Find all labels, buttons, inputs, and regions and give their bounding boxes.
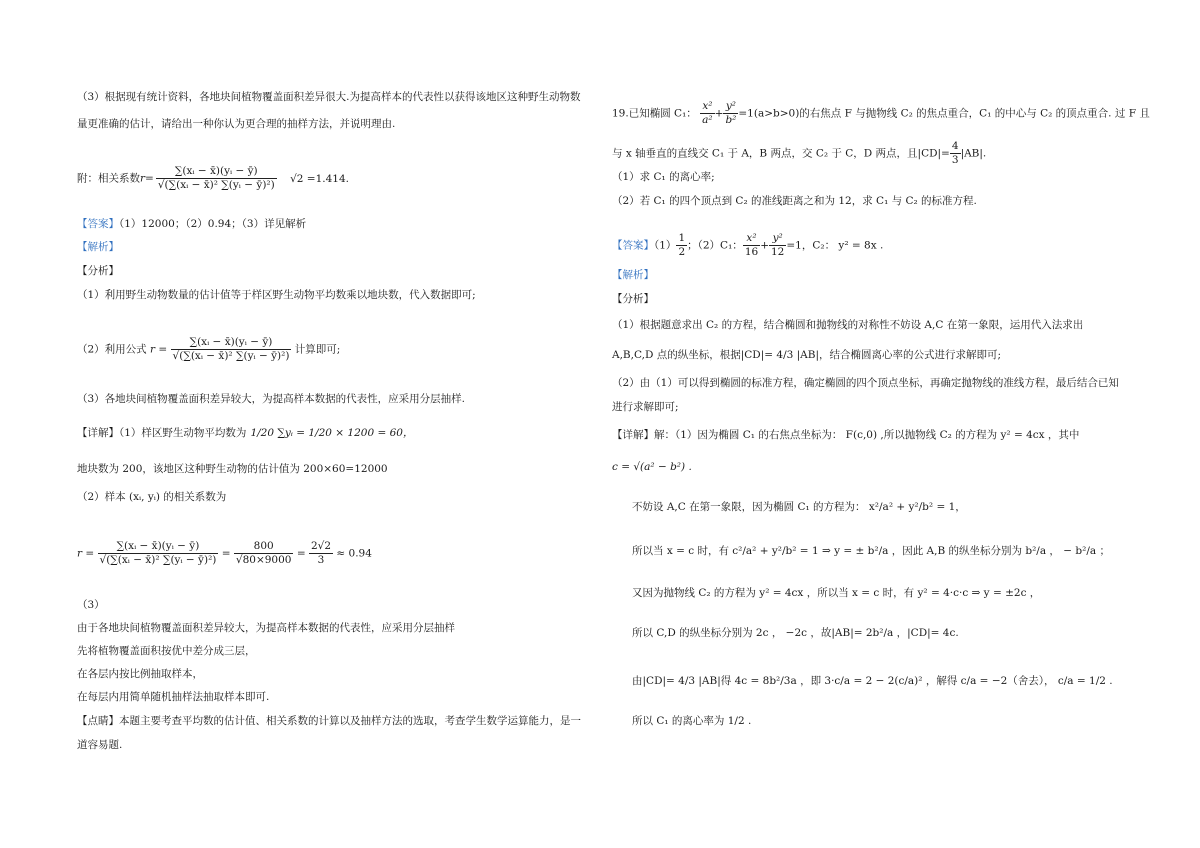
detail-tag: 【详解】	[77, 427, 119, 439]
answer-tag: 【答案】	[77, 218, 119, 230]
sqrt2-note: √2 =1.414.	[290, 172, 349, 185]
q19-detail-1	[612, 428, 1079, 442]
r-calculation: r = $\frac{\text{∑(xᵢ − x̄)(yᵢ − ȳ)}}{\text{√(∑(xᵢ − x̄)² ∑(yᵢ − ȳ)²)}}$ = $\frac{800}{√80\times 9000}$ = $\frac{2√2}{3}$ ≈ 0.94	[77, 540, 372, 566]
q19-answer-c2: =1，C₂： y² = 8x .	[786, 239, 884, 252]
correlation-denominator: √(∑(xᵢ − x̄)² ∑(yᵢ − ȳ)²)	[157, 179, 275, 191]
fenxi-2-formula	[171, 336, 292, 363]
r-approx: ≈ 0.94	[336, 547, 372, 560]
part-3-line-3: 在各层内按比例抽取样本，	[77, 668, 203, 680]
r-value-numerator: 800	[234, 540, 294, 554]
q19-line-2	[612, 140, 986, 167]
dianjing-text-1: 本题主要考查平均数的估计值、相关系数的计算以及抽样方法的选取，考查学生数学运算能力，是一	[119, 715, 581, 727]
fenxi-2-numerator: ∑(xᵢ − x̄)(yᵢ − ȳ)	[171, 336, 292, 350]
detail-2: 地块数为 200，该地区这种野生动物的估计值为 200×60=12000	[77, 463, 388, 475]
fenxi-2-denominator: √(∑(xᵢ − x̄)² ∑(yᵢ − ȳ)²)	[172, 350, 290, 362]
q19-answer: 【答案】（1） $\frac{1}{2}$ ；（2）C₁： $\frac{\text{x²}}{16}$ + $\frac{\text{y²}}{12}$ =1，C₂： y² = 8x .	[612, 232, 884, 258]
q19-fenxi-tag: 【分析】	[612, 293, 654, 305]
part-3-line-1: 由于各地块间植物覆盖面积差异较大，为提高样本数据的代表性，应采用分层抽样	[77, 622, 455, 634]
dianjing-tag: 【点睛】	[77, 715, 119, 727]
correlation-formula	[156, 165, 277, 192]
q19-line-2-end: |AB|.	[960, 147, 987, 160]
q19-detail-4: 所以当 x = c 时，有 c²/a² + y²/b² = 1 ⇒ y = ± b²/a ，因此 A,B 的纵坐标分别为 b²/a ， − b²/a ；	[632, 545, 1110, 557]
q19-answer-x2: x²	[743, 232, 760, 246]
q19-detail-1-text: 解：（1）因为椭圆 C₁ 的右焦点坐标为： F(c,0) ,所以抛物线 C₂ 的方程为 y² = 4cx ，其中	[654, 429, 1080, 441]
q19-frac-num: 4	[951, 140, 959, 152]
detail-1	[77, 426, 413, 440]
r-simplified-denominator: 3	[317, 554, 325, 566]
q19-answer-y2: y²	[769, 232, 786, 246]
q19-frac-den: 3	[951, 154, 959, 166]
q19-line-2-text: 与 x 轴垂直的直线交 C₁ 于 A，B 两点，交 C₂ 于 C，D 两点，且|CD|=	[612, 147, 950, 160]
q19-answer-12: 12	[771, 246, 785, 258]
q3-line-2: 量更准确的估计，请给出一种你认为更合理的抽样方法，并说明理由.	[77, 118, 396, 130]
r-value-fraction	[234, 540, 294, 567]
q19-detail-6: 所以 C,D 的纵坐标分别为 2c ， −2c ，故|AB|= 2b²/a ，|CD|= 4c.	[632, 627, 959, 639]
detail-3: （2）样本 (xᵢ, yᵢ) 的相关系数为	[77, 491, 227, 503]
q19-answer-half-den: 2	[678, 246, 686, 258]
correlation-numerator: ∑(xᵢ − x̄)(yᵢ − ȳ)	[156, 165, 277, 179]
q19-fenxi-3: （2）由（1）可以得到椭圆的标准方程，确定椭圆的四个顶点坐标，再确定抛物线的准线方程，最后结合已知	[612, 377, 1119, 389]
fenxi-tag: 【分析】	[77, 265, 119, 277]
r-simplified	[309, 540, 333, 567]
r-formula	[98, 540, 219, 567]
attachment-prefix: 附：相关系数	[77, 172, 140, 185]
q19-line-1: 19.已知椭圆 C₁： $\frac{\text{x²}}{\text{a²}}$ + $\frac{\text{y²}}{\text{b²}}$ =1(a>b>0)的右焦点 F 与抛物线 C₂ 的焦点重合，C₁ 的中心与 C₂ 的顶点重合. 过 F 且	[612, 100, 1150, 126]
q19-condition: =1(a>b>0)的右焦点 F 与抛物线 C₂ 的焦点重合，C₁ 的中心与 C₂ 的顶点重合. 过 F 且	[738, 107, 1150, 120]
fenxi-3: （3）各地块间植物覆盖面积差异较大，为提高样本数据的代表性，应采用分层抽样.	[77, 393, 466, 405]
q19-detail-tag: 【详解】	[612, 429, 654, 441]
r-formula-numerator: ∑(xᵢ − x̄)(yᵢ − ȳ)	[98, 540, 219, 554]
fenxi-2: （2）利用公式 r = $\frac{\text{∑(xᵢ − x̄)(yᵢ − ȳ)}}{\text{√(∑(xᵢ − x̄)² ∑(yᵢ − ȳ)²)}}$ 计算即可;	[77, 336, 341, 362]
fenxi-2-suffix: 计算即可;	[294, 343, 341, 356]
dianjing-line-2: 道容易题.	[77, 739, 123, 751]
q19-part-2: （2）若 C₁ 的四个顶点到 C₂ 的准线距离之和为 12，求 C₁ 与 C₂ 的标准方程.	[612, 195, 977, 207]
attachment-r: r=	[140, 172, 154, 185]
part-3-line-2: 先将植物覆盖面积按优中差分成三层，	[77, 645, 256, 657]
q19-intro: 19.已知椭圆	[612, 107, 671, 120]
detail-1-text: （1）样区野生动物平均数为	[119, 427, 247, 439]
q19-fenxi-4: 进行求解即可;	[612, 401, 679, 413]
fenxi-1: （1）利用野生动物数量的估计值等于样区野生动物平均数乘以地块数，代入数据即可;	[77, 289, 476, 301]
r-value-denominator: √80×9000	[235, 554, 292, 566]
q19-part-1: （1）求 C₁ 的离心率;	[612, 171, 715, 183]
attachment-line	[77, 165, 349, 192]
jiexi-tag: 【解析】	[77, 241, 119, 253]
r-formula-denominator: √(∑(xᵢ − x̄)² ∑(yᵢ − ȳ)²)	[99, 554, 217, 566]
q19-detail-3: 不妨设 A,C 在第一象限，因为椭圆 C₁ 的方程为： x²/a² + y²/b² = 1，	[632, 501, 966, 513]
q19-detail-7: 由|CD|= 4/3 |AB|得 4c = 8b²/3a ，即 3·c/a = 2 − 2(c/a)² ，解得 c/a = −2（舍去）， c/a = 1/2 .	[632, 675, 1113, 687]
detail-1-expr: 1/20 ∑yᵢ = 1/20 × 1200 = 60，	[250, 427, 414, 439]
q19-answer-part2-label: ；（2）C₁：	[687, 239, 743, 252]
dianjing-line-1	[77, 714, 581, 728]
q19-fenxi-1: （1）根据题意求出 C₂ 的方程，结合椭圆和抛物线的对称性不妨设 A,C 在第一象限，运用代入法求出	[612, 319, 1084, 331]
q19-detail-2: c = √(a² − b²) .	[612, 461, 692, 473]
q19-jiexi-tag: 【解析】	[612, 269, 654, 281]
q3-line-1: （3）根据现有统计资料，各地块间植物覆盖面积差异很大.为提高样本的代表性以获得该地区这种野生动物数	[77, 91, 581, 103]
q19-answer-16: 16	[744, 246, 759, 258]
answer-line	[77, 217, 306, 231]
r-simplified-numerator: 2√2	[310, 540, 332, 552]
q19-answer-part1-label: （1）	[654, 239, 677, 252]
q19-detail-5: 又因为抛物线 C₂ 的方程为 y² = 4cx ，所以当 x = c 时，有 y² = 4·c·c ⇒ y = ±2c ，	[632, 587, 1041, 599]
answer-text: （1）12000；（2）0.94；（3）详见解析	[119, 218, 307, 230]
q19-answer-half-num: 1	[678, 232, 686, 244]
q19-fenxi-2: A,B,C,D 点的纵坐标，根据|CD|= 4/3 |AB|，结合椭圆离心率的公式进行求解即可;	[612, 349, 1002, 361]
q19-detail-8: 所以 C₁ 的离心率为 1/2 .	[632, 715, 752, 727]
part-3-label: （3）	[77, 599, 105, 611]
fenxi-2-prefix: （2）利用公式	[77, 343, 147, 356]
q19-answer-tag: 【答案】	[612, 239, 654, 252]
part-3-line-4: 在每层内用简单随机抽样法抽取样本即可.	[77, 691, 270, 703]
q19-c1-label: C₁：	[674, 107, 697, 120]
